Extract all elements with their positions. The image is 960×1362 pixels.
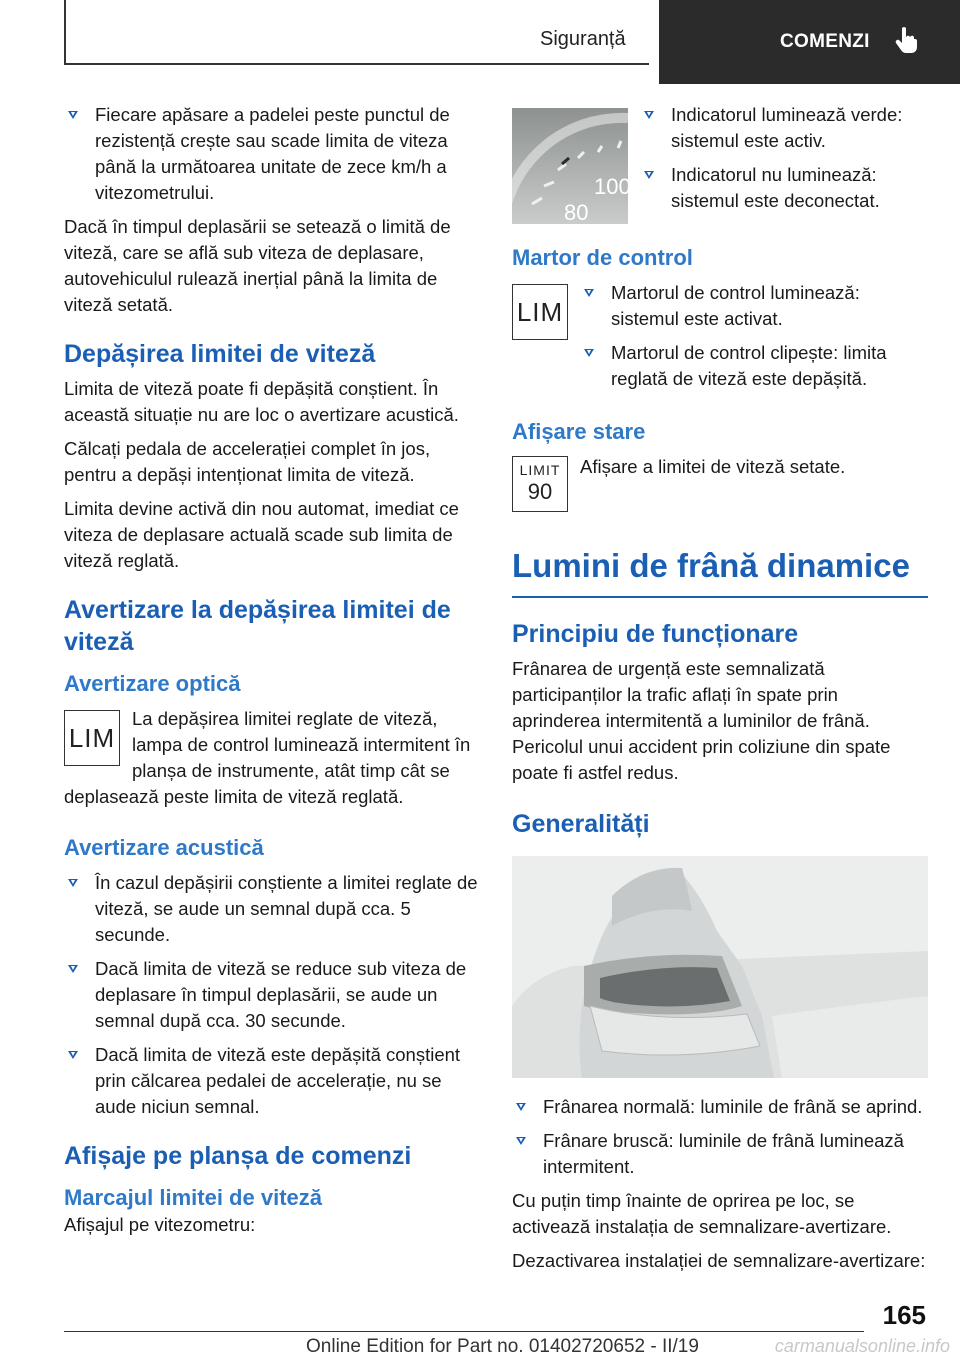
list-item: Dacă limita de viteză este depășită conștient prin călcarea pedalei de accelerație, nu se aude niciun semnal. — [64, 1042, 480, 1120]
list-item: Martorul de control clipește: limita reglată de viteză este depășită. — [580, 340, 928, 392]
list-item: Dacă limita de viteză se reduce sub viteza de deplasare în timpul deplasării, se aude un semnal după cca. 30 secunde. — [64, 956, 480, 1034]
paragraph: Dacă în timpul deplasării se setează o limită de viteză, care se află sub viteza de deplasare, autovehiculul rulează inerțial până la limita de viteză setată. — [64, 216, 451, 315]
paragraph: Frânarea de urgență este semnalizată participanților la trafic aflați în spate prin aprinderea intermitentă a luminilor de frână. Pericolul unui accident prin coliziune din spate poate fi astfel redus. — [512, 657, 891, 783]
bullet-triangle-icon — [516, 1137, 526, 1145]
heading-lumini-de-frana: Lumini de frână dinamice — [512, 547, 910, 584]
heading-principiu: Principiu de funcționare — [512, 619, 799, 648]
speed-limit-display-icon: LIMIT 90 — [512, 456, 568, 512]
heading-martor-de-control: Martor de control — [512, 245, 693, 270]
lim-indicator-icon: LIM — [512, 284, 568, 340]
header-rule-left — [64, 0, 66, 64]
heading-rule — [512, 596, 928, 598]
bullet-triangle-icon — [584, 289, 594, 297]
bullet-triangle-icon — [584, 349, 594, 357]
list-item: În cazul depășirii conștiente a limitei reglate de viteză, se aude un semnal după cca. 5 secunde. — [64, 870, 480, 948]
paragraph: La depășirea limitei reglate de viteză, lampa de control luminează intermitent în planșa de instrumente, atât timp cât se deplasează peste limita de viteză reglată. — [64, 708, 471, 807]
list-item: Indicatorul luminează verde: sistemul este activ. — [640, 102, 928, 154]
paragraph: Dezactivarea instalației de semnalizare-avertizare: — [512, 1249, 926, 1271]
heading-afisaje: Afișaje pe planșa de comenzi — [64, 1142, 412, 1170]
bullet-triangle-icon — [644, 111, 654, 119]
speedometer-image — [512, 108, 628, 224]
heading-marcajul: Marcajul limitei de viteză — [64, 1185, 322, 1210]
heading-avertizare-optica: Avertizare optică — [64, 671, 241, 696]
speedo-tick-80: 80 — [564, 200, 589, 224]
heading-afisare-stare: Afișare stare — [512, 419, 646, 444]
watermark: carmanualsonline.info — [774, 1336, 950, 1356]
bullet-triangle-icon — [644, 171, 654, 179]
paragraph: Limita de viteză poate fi depășită conștient. În această situație nu are loc o avertizare acustică. — [64, 378, 459, 425]
paragraph: Afișajul pe vitezometru: — [64, 1214, 256, 1235]
heading-generalitati: Generalități — [512, 809, 650, 838]
speedo-tick-100: 100 — [594, 174, 628, 199]
heading-avertizare: Avertizare la depășirea limitei de viteză — [64, 596, 451, 656]
right-column — [512, 102, 928, 1282]
paragraph: Cu puțin timp înainte de oprirea pe loc, se activează instalația de semnalizare-avertizare. — [512, 1189, 892, 1237]
hand-pointer-icon — [895, 26, 917, 59]
lim-indicator-icon: LIM — [64, 710, 120, 766]
list-item: Martorul de control luminează: sistemul este activat. — [580, 280, 928, 332]
heading-avertizare-acustica: Avertizare acustică — [64, 835, 264, 860]
paragraph: Călcați pedala de accelerației complet în jos, pentru a depăși intenționat limita de viteză. — [64, 438, 431, 485]
bullet-triangle-icon — [516, 1103, 526, 1111]
section-title: Siguranță — [540, 28, 626, 50]
left-column — [64, 102, 480, 1246]
chapter-tab-label: COMENZI — [780, 31, 870, 52]
paragraph: Afișare a limitei de viteză setate. — [580, 456, 846, 477]
paragraph: Limita devine activă din nou automat, imediat ce viteza de deplasare actuală scade sub limita de viteză reglată. — [64, 498, 459, 571]
chapter-tab[interactable] — [659, 0, 960, 84]
list-item: Fiecare apăsare a padelei peste punctul de rezistență crește sau scade limita de viteza până la următoarea unitate de zece km/h a vitezometrului. — [64, 102, 480, 206]
header-rule-bottom — [64, 63, 649, 65]
footer-rule — [64, 1331, 864, 1332]
list-item: Frânarea normală: luminile de frână se aprind. — [512, 1094, 928, 1120]
bullet-triangle-icon — [68, 965, 78, 973]
edition-footer: Online Edition for Part no. 01402720652 - II/19 — [306, 1336, 699, 1357]
bullet-triangle-icon — [68, 879, 78, 887]
page-number: 165 — [882, 1300, 926, 1330]
bullet-triangle-icon — [68, 111, 78, 119]
heading-depasirea: Depășirea limitei de viteză — [64, 340, 376, 368]
bullet-triangle-icon — [68, 1051, 78, 1059]
brake-light-image — [512, 856, 928, 1078]
list-item: Indicatorul nu luminează: sistemul este deconectat. — [640, 162, 928, 214]
list-item: Frânare bruscă: luminile de frână luminează intermitent. — [512, 1128, 928, 1180]
